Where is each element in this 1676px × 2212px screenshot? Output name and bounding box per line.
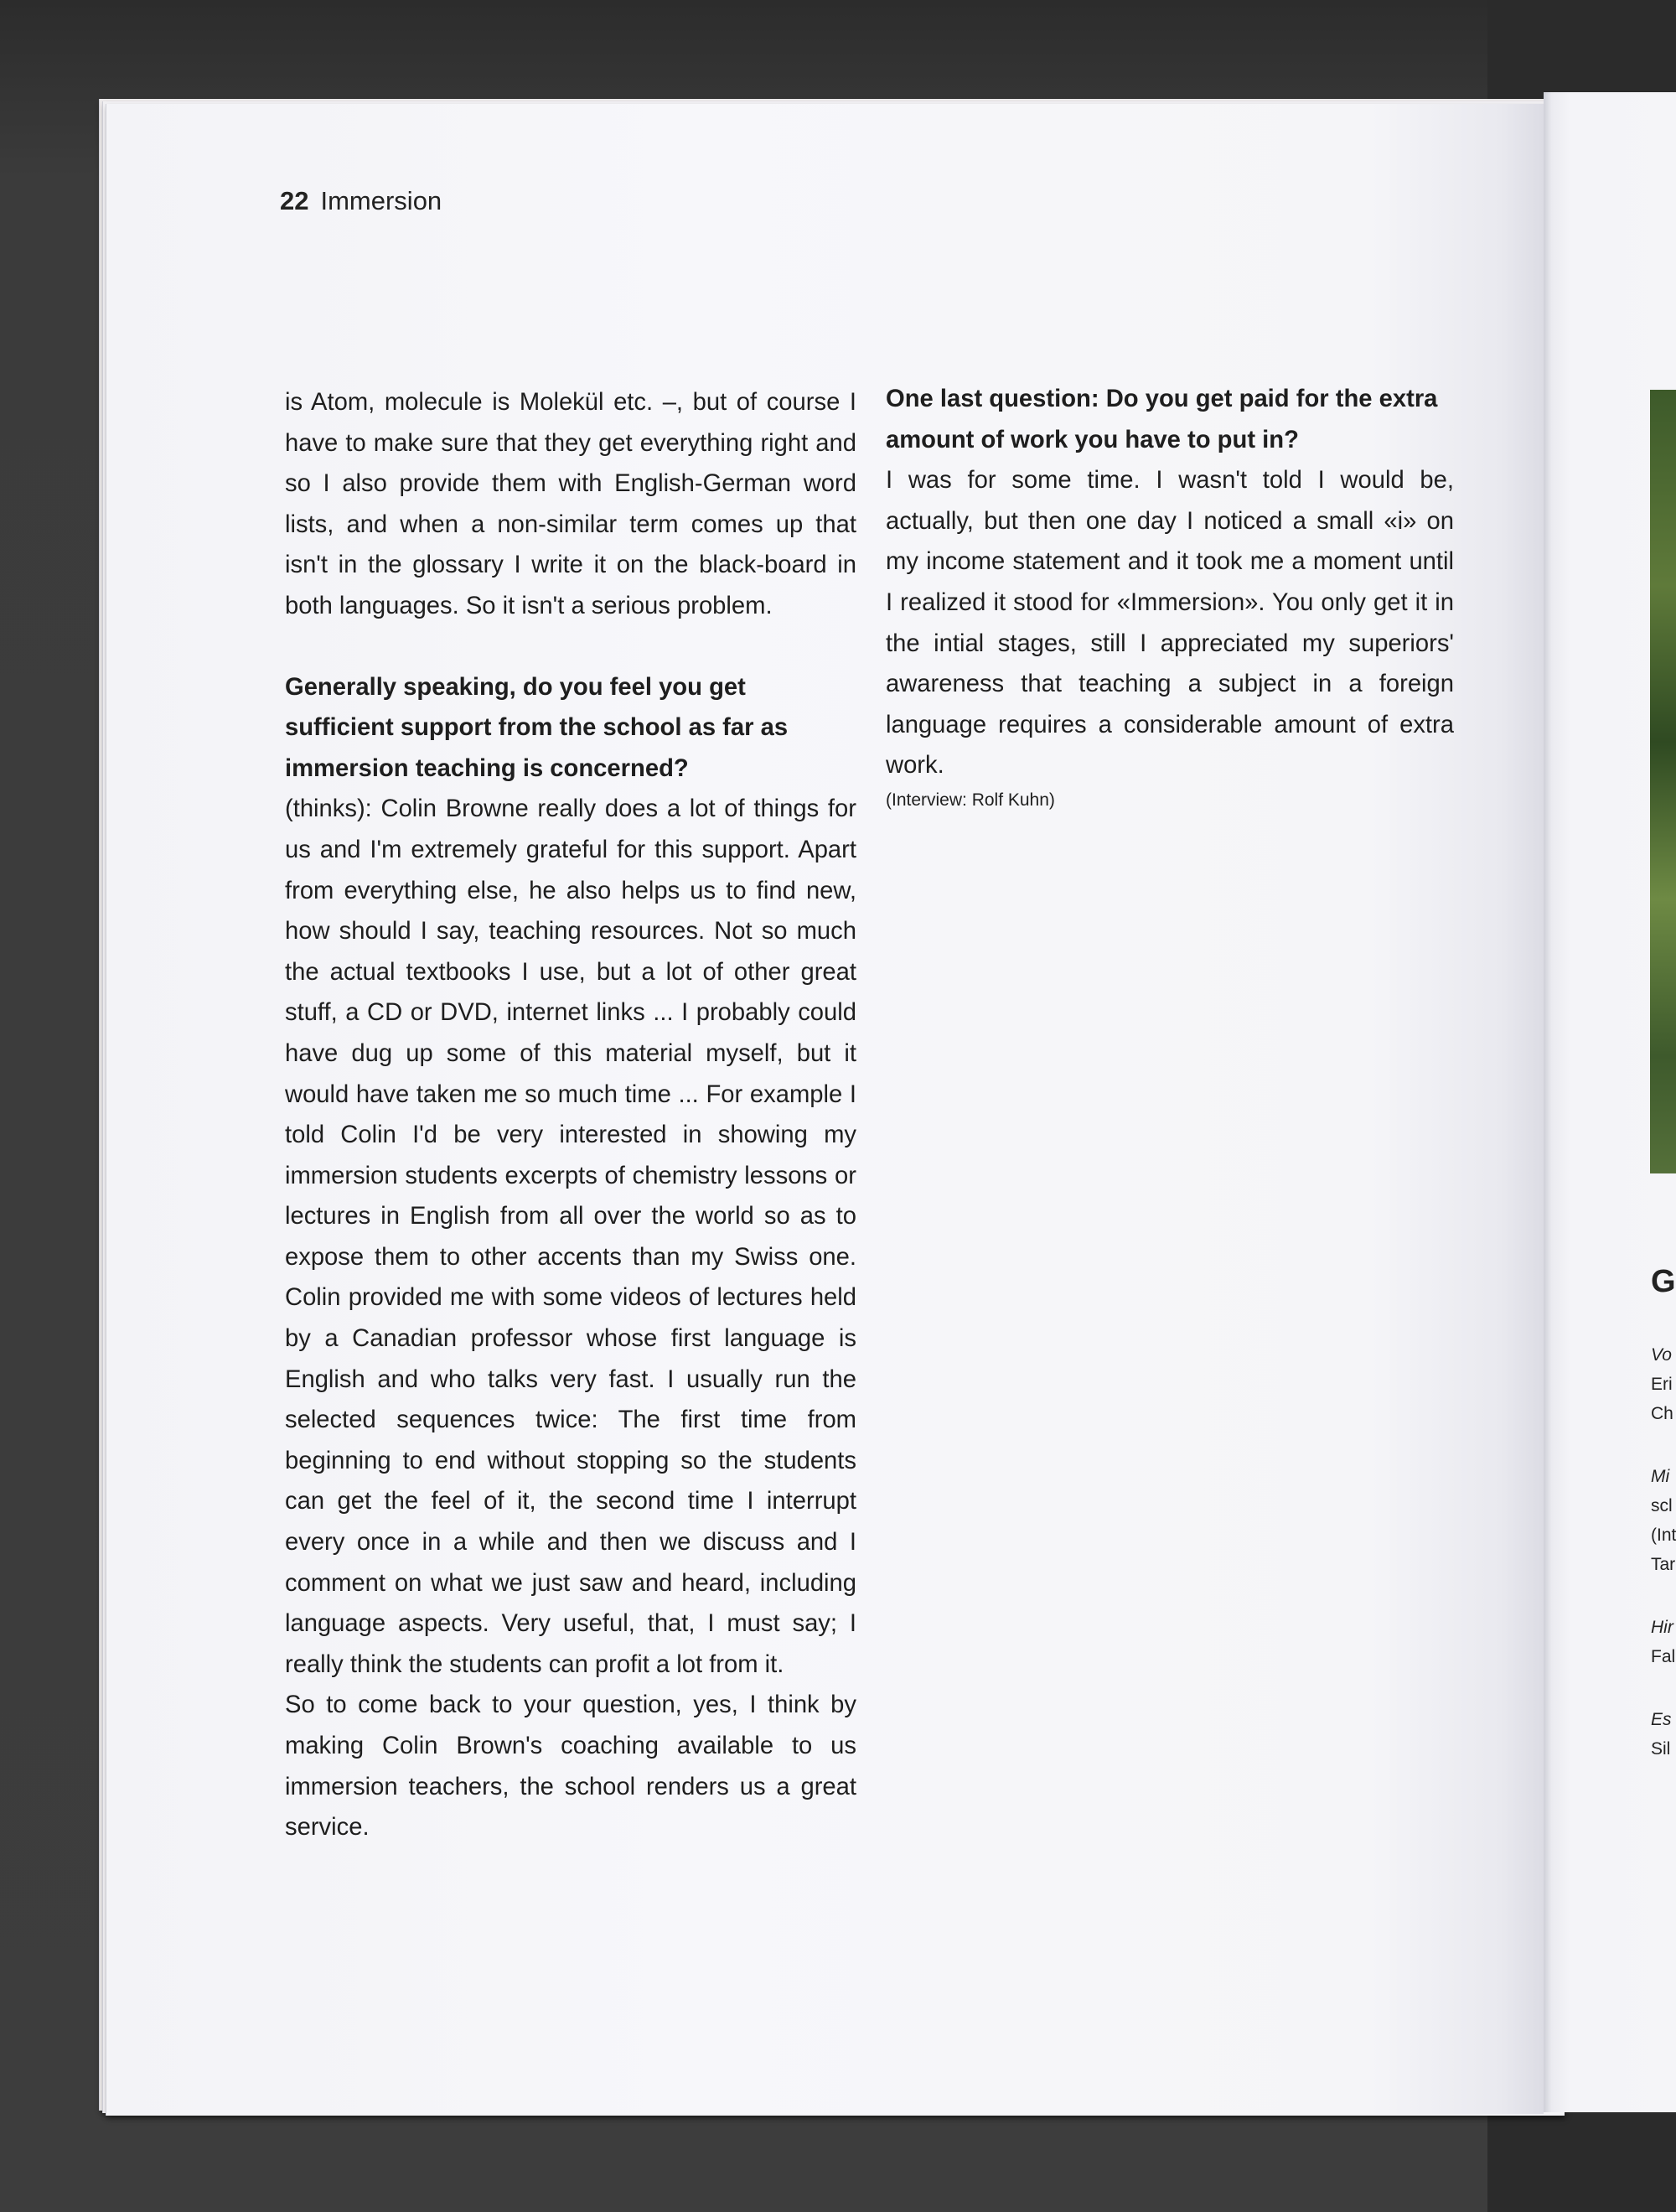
left-column — [285, 382, 856, 1848]
facing-page-line: Ch — [1651, 1404, 1673, 1423]
facing-page-line: Tar — [1651, 1555, 1676, 1574]
interview-credit: (Interview: Rolf Kuhn) — [886, 790, 1055, 810]
facing-page-line: Sil — [1651, 1739, 1671, 1759]
facing-page-line: Vo — [1651, 1345, 1672, 1365]
interview-answer: I was for some time. I wasn't told I would be, actually, but then one day I noticed a small «i» on my income statement and it took me a moment until I realized it stood for «Immersion». You only get it in the intial stages, still I appreciated my superiors' awareness that teaching a subject in a foreign language requires a considerable amount of extra work. — [886, 467, 1454, 780]
facing-page-line: Hir — [1651, 1618, 1673, 1637]
section-title: Immersion — [320, 186, 442, 215]
running-head — [280, 186, 442, 216]
facing-page-line: Fal — [1651, 1647, 1676, 1666]
facing-page-line: Mi — [1651, 1467, 1670, 1486]
right-column — [886, 379, 1454, 815]
facing-page-line: Eri — [1651, 1375, 1673, 1394]
interview-question: Generally speaking, do you feel you get sufficient support from the school as far as immersion teaching is concerned? — [285, 673, 789, 782]
interview-answer: (thinks): Colin Browne really does a lot of things for us and I'm extremely grateful for this support. Apart from everything else, he also helps us to find new, how should I say, teaching resources. Not so much the actual textbooks I use, but a lot of other great stuff, a CD or DVD, internet links ... I probably could have dug up some of this material myself, but it would have taken me so much time ... For example I told Colin I'd be very interested in showing my immersion students excerpts of chemistry lessons or lectures in English from all over the world so as to expose them to other accents than my Swiss one. Colin provided me with some videos of lectures held by a Canadian professor whose first language is English and who talks very fast. I usually run the selected sequences twice: The first time from beginning to end without stopping so the students can get the feel of it, the second time I interrupt every once in a while and then we discuss and I comment on what we just saw and heard, including language aspects. Very useful, that, I must say; I really think the students can profit a lot from it. — [285, 795, 856, 1678]
paragraph: is Atom, molecule is Molekül etc. –, but of course I have to make sure that they get everything right and so I also provide them with English-German word lists, and when a non-similar term comes up that isn't in the glossary I write it on the black-board in both languages. So it isn't a serious problem. — [285, 389, 856, 619]
facing-page-heading: G — [1651, 1264, 1676, 1299]
facing-page-line: (Int — [1651, 1526, 1676, 1545]
page-number: 22 — [280, 186, 309, 215]
facing-page-photo — [1650, 390, 1676, 1173]
facing-page-line: scl — [1651, 1496, 1673, 1515]
interview-question: One last question: Do you get paid for the extra amount of work you have to put in? — [886, 386, 1438, 453]
interview-answer: So to come back to your question, yes, I think by making Colin Brown's coaching available to us immersion teachers, the school renders us a great service. — [285, 1691, 856, 1842]
facing-page-line: Es — [1651, 1710, 1672, 1729]
